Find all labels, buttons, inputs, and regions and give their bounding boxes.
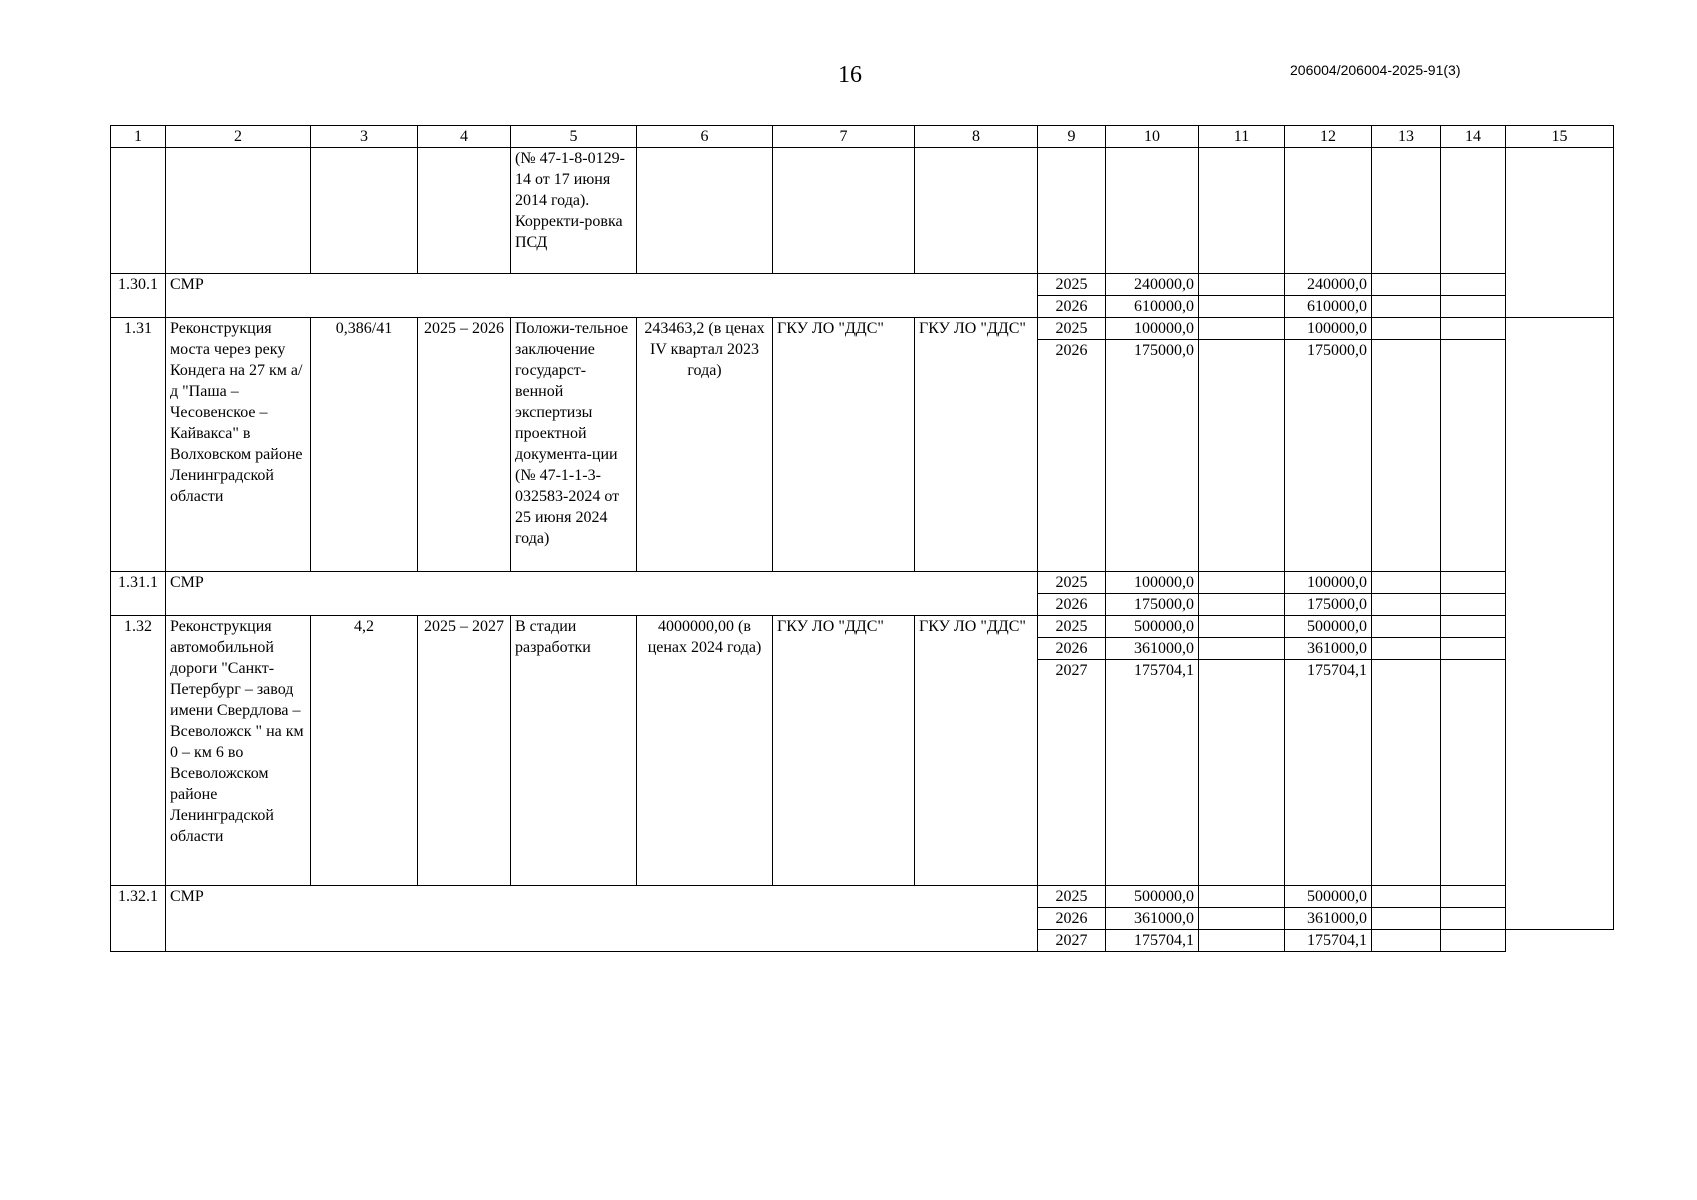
year-cell: 2026 [1038, 594, 1106, 616]
col-header: 9 [1038, 126, 1106, 148]
amount-cell: 500000,0 [1106, 616, 1199, 638]
table-row [111, 886, 1614, 908]
year-cell: 2026 [1038, 638, 1106, 660]
capacity-cell: 4,2 [311, 616, 418, 886]
amount-cell: 175704,1 [1285, 930, 1372, 952]
table-row [111, 318, 1614, 340]
amount-cell: 240000,0 [1285, 274, 1372, 296]
year-cell: 2026 [1038, 296, 1106, 318]
row-number: 1.31.1 [111, 572, 166, 616]
expertise-cell: Положи-тельное заключение государст-венной экспертизы проектной документа-ции (№ 47-1-1-3-032583-2024 от 25 июня 2024 года) [511, 318, 637, 572]
amount-cell: 610000,0 [1106, 296, 1199, 318]
customer-cell: ГКУ ЛО "ДДС" [773, 318, 915, 572]
amount-cell: 361000,0 [1285, 908, 1372, 930]
amount-cell: 175000,0 [1106, 340, 1199, 572]
year-cell: 2026 [1038, 908, 1106, 930]
col-header: 6 [637, 126, 773, 148]
column-number-row [111, 126, 1614, 148]
period-cell: 2025 – 2027 [418, 616, 511, 886]
row-number: 1.32 [111, 616, 166, 886]
col-header: 10 [1106, 126, 1199, 148]
year-cell: 2027 [1038, 660, 1106, 886]
capacity-cell: 0,386/41 [311, 318, 418, 572]
cost-cell: 243463,2 (в ценах IV квартал 2023 года) [637, 318, 773, 572]
year-cell: 2025 [1038, 572, 1106, 594]
year-cell: 2025 [1038, 886, 1106, 908]
program-table [110, 125, 1614, 952]
col-header: 7 [773, 126, 915, 148]
year-cell: 2025 [1038, 616, 1106, 638]
col-header: 8 [915, 126, 1038, 148]
col-header: 3 [311, 126, 418, 148]
amount-cell: 100000,0 [1285, 318, 1372, 340]
amount-cell: 361000,0 [1106, 638, 1199, 660]
amount-cell: 100000,0 [1106, 572, 1199, 594]
year-cell: 2025 [1038, 318, 1106, 340]
amount-cell: 500000,0 [1285, 886, 1372, 908]
amount-cell: 610000,0 [1285, 296, 1372, 318]
col-header: 15 [1506, 126, 1614, 148]
amount-cell: 175704,1 [1106, 660, 1199, 886]
amount-cell: 175704,1 [1106, 930, 1199, 952]
amount-cell: 500000,0 [1106, 886, 1199, 908]
amount-cell: 100000,0 [1285, 572, 1372, 594]
amount-cell: 500000,0 [1285, 616, 1372, 638]
col-header: 11 [1199, 126, 1285, 148]
col-header: 4 [418, 126, 511, 148]
executor-cell: ГКУ ЛО "ДДС" [915, 616, 1038, 886]
object-name: Реконструкция автомобильной дороги "Санкт-Петербург – завод имени Свердлова – Всеволожск " на км 0 – км 6 во Всеволожском районе Ленинградской области [166, 616, 311, 886]
table-row [111, 616, 1614, 638]
table-row [111, 148, 1614, 274]
amount-cell: 175000,0 [1106, 594, 1199, 616]
executor-cell: ГКУ ЛО "ДДС" [915, 318, 1038, 572]
table-row [111, 274, 1614, 296]
amount-cell: 175000,0 [1285, 594, 1372, 616]
year-cell: 2026 [1038, 340, 1106, 572]
col-header: 5 [511, 126, 637, 148]
col-header: 13 [1372, 126, 1441, 148]
col-header: 1 [111, 126, 166, 148]
expertise-cell: (№ 47-1-8-0129-14 от 17 июня 2014 года). Корректи-ровка ПСД [511, 148, 637, 274]
row-label: СМР [166, 886, 1038, 952]
amount-cell: 361000,0 [1285, 638, 1372, 660]
customer-cell: ГКУ ЛО "ДДС" [773, 616, 915, 886]
year-cell: 2027 [1038, 930, 1106, 952]
row-label: СМР [166, 572, 1038, 616]
amount-cell: 240000,0 [1106, 274, 1199, 296]
col-header: 2 [166, 126, 311, 148]
document-code: 206004/206004-2025-91(3) [1290, 62, 1461, 78]
row-number: 1.30.1 [111, 274, 166, 318]
amount-cell: 175000,0 [1285, 340, 1372, 572]
row-label: СМР [166, 274, 1038, 318]
page-number: 16 [838, 62, 862, 88]
object-name: Реконструкция моста через реку Кондега на 27 км а/д "Паша – Чесовенское – Кайвакса" в Волховском районе Ленинградской области [166, 318, 311, 572]
year-cell: 2025 [1038, 274, 1106, 296]
row-number: 1.31 [111, 318, 166, 572]
amount-cell: 175704,1 [1285, 660, 1372, 886]
period-cell: 2025 – 2026 [418, 318, 511, 572]
table-row [111, 572, 1614, 594]
cost-cell: 4000000,00 (в ценах 2024 года) [637, 616, 773, 886]
amount-cell: 100000,0 [1106, 318, 1199, 340]
col-header: 12 [1285, 126, 1372, 148]
amount-cell: 361000,0 [1106, 908, 1199, 930]
row-number: 1.32.1 [111, 886, 166, 952]
expertise-cell: В стадии разработки [511, 616, 637, 886]
col-header: 14 [1441, 126, 1506, 148]
